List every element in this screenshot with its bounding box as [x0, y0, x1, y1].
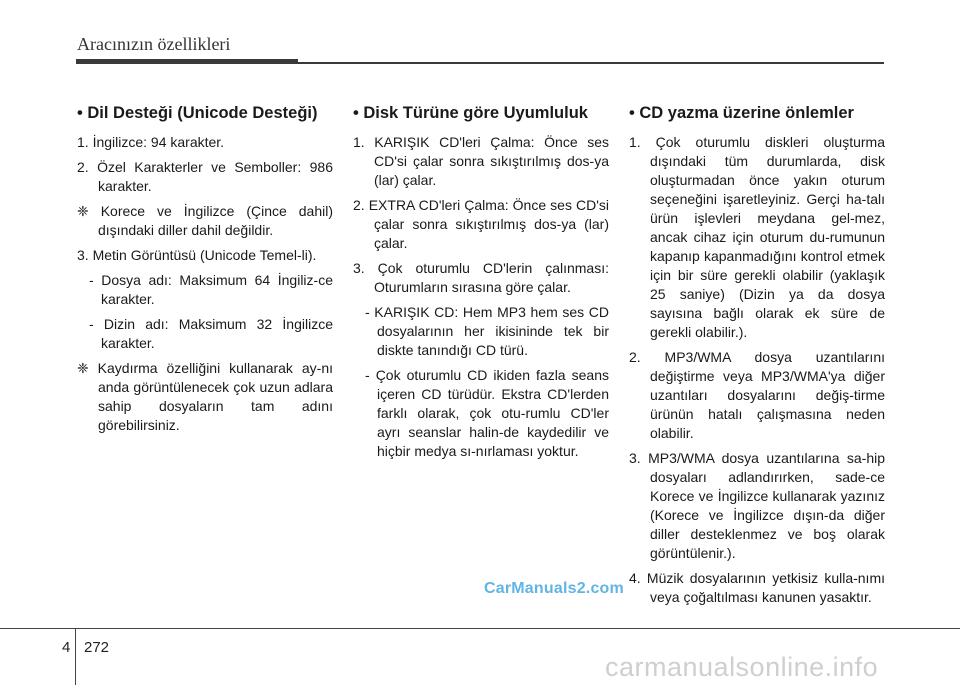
header-rule-thin [298, 62, 884, 64]
note-item: ❈ Korece ve İngilizce (Çince dahil) dışındaki diller dahil değildir. [77, 203, 333, 238]
list-item: 2. MP3/WMA dosya uzantılarını değiştirme veya MP3/WMA'ya diğer uzantıları dosyalarını değiş-tirme ürünün hatalı çalışmasına neden olabilir. [629, 349, 885, 441]
list-item: 2. EXTRA CD'leri Çalma: Önce ses CD'si çalar sonra sıkıştırılmış dos-ya (lar) çalar. [353, 197, 609, 251]
column-cd-burning-precautions [629, 104, 885, 613]
header-rule-thick [76, 59, 298, 64]
list-item: 1. Çok oturumlu diskleri oluşturma dışındaki tüm durumlarda, disk oluşturmadan önce yakın oturum seçeneğini işaretleyiniz. Gerçi ha-talı ürün işlevleri meydana gel-mez, ancak cihaz için oturum du-rumunun kapanıp kapanmadığını kontrol etmek için bir süre gerekli olabilir (yaklaşık 25 saniye) (Dizin ya da dosya sayısına bağlı olarak ek süre de gerekli olabilir.). [629, 134, 885, 340]
page-number: 272 [84, 639, 110, 656]
sub-item: - Çok oturumlu CD ikiden fazla seans içeren CD türüdür. Ekstra CD'lerden farklı olarak, çok otu-rumlu CD'ler ayrı seanslar halin-de kaydedilir ve hiçbir medya sı-nırlaması yoktur. [365, 367, 609, 459]
note-item: ❈ Kaydırma özelliğini kullanarak ay-nı anda görüntülenecek çok uzun adlara sahip dosyaların tam adını görebilirsiniz. [77, 360, 333, 433]
heading-cd-burning: • CD yazma üzerine önlemler [629, 104, 854, 122]
list-item: 4. Müzik dosyalarının yetkisiz kulla-nımı veya çoğaltılması kanunen yasaktır. [629, 570, 885, 605]
sub-item: - KARIŞIK CD: Hem MP3 hem ses CD dosyalarının her ikisininde tek bir diskte tanındığı CD türü. [365, 304, 609, 358]
site-watermark: carmanualsonline.info [605, 652, 879, 682]
list-item: 3. Çok oturumlu CD'lerin çalınması: Oturumların sırasına göre çalar. [353, 260, 609, 295]
list-item: 2. Özel Karakterler ve Semboller: 986 karakter. [77, 159, 333, 194]
heading-language-support: • Dil Desteği (Unicode Desteği) [77, 104, 318, 122]
section-title: Aracınızın özellikleri [77, 34, 231, 54]
footer-divider [75, 628, 76, 685]
chapter-number: 4 [62, 639, 71, 656]
sub-item: - Dosya adı: Maksimum 64 İngiliz-ce karakter. [89, 272, 333, 307]
list-item: 1. İngilizce: 94 karakter. [77, 134, 225, 150]
column-language-support [77, 104, 333, 441]
list-item: 1. KARIŞIK CD'leri Çalma: Önce ses CD'si çalar sonra sıkıştırılmış dos-ya (lar) çalar. [353, 134, 609, 188]
watermark-link[interactable]: CarManuals2.com [484, 580, 624, 597]
list-item: 3. MP3/WMA dosya uzantılarına sa-hip dosyaları adlandırırken, sade-ce Korece ve İngilizce kullanarak yazınız (Korece ve İngilizce dışın-da diğer diller desteklenmez ve boş olarak görüntülenir.). [629, 450, 885, 561]
footer-rule [0, 628, 960, 629]
column-disc-compatibility [353, 104, 609, 467]
sub-item: - Dizin adı: Maksimum 32 İngilizce karakter. [89, 316, 333, 351]
heading-disc-compatibility: • Disk Türüne göre Uyumluluk [353, 104, 588, 122]
list-item: 3. Metin Görüntüsü (Unicode Temel-li). [77, 247, 317, 263]
